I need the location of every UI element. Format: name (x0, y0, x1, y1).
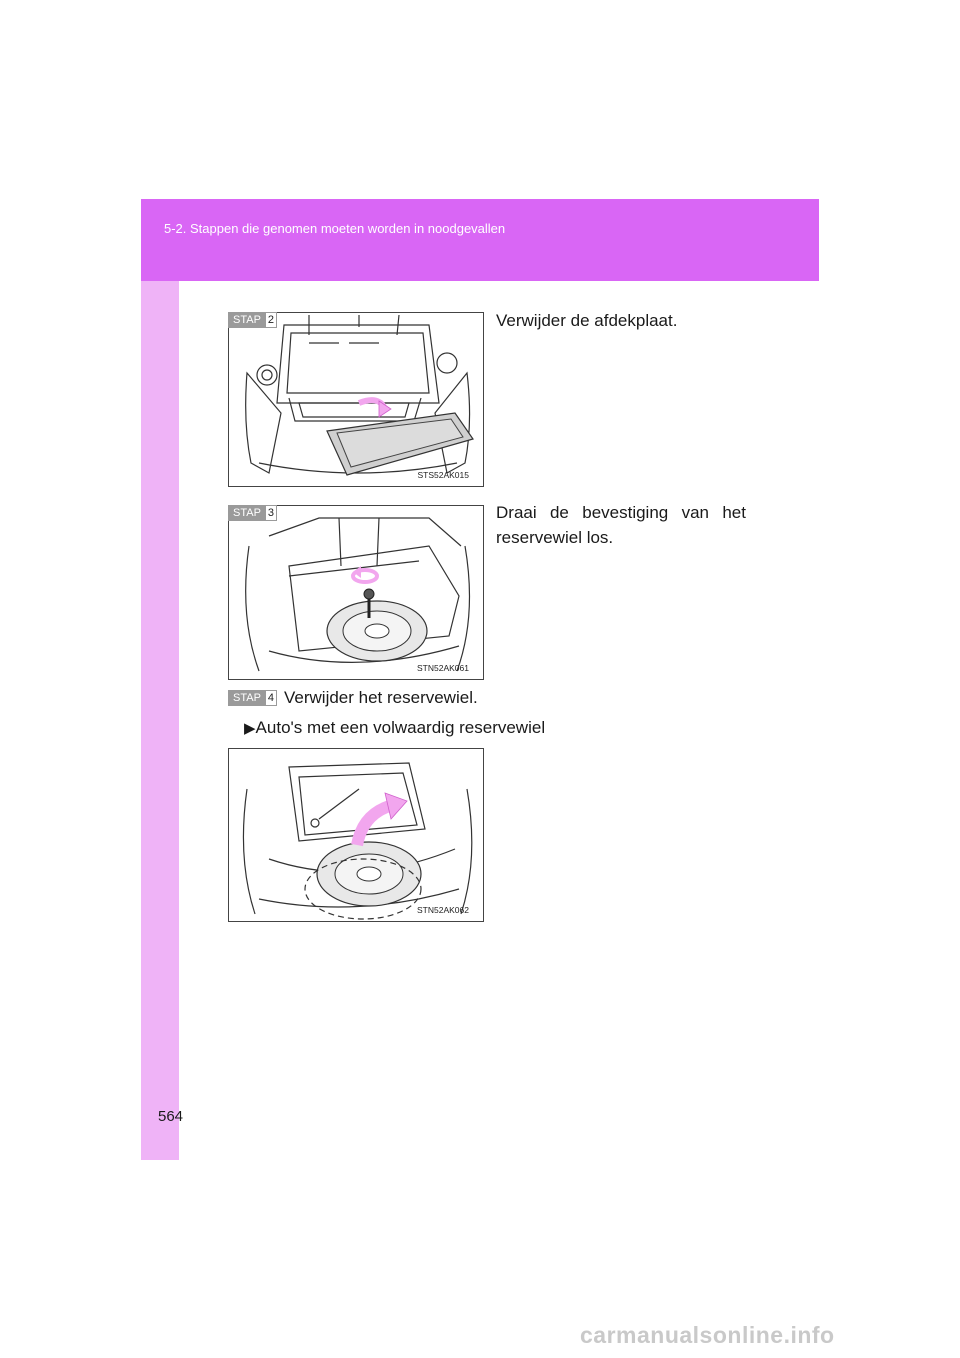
figure-code: STS52AK015 (417, 470, 469, 480)
spare-wheel-fastener-illustration (229, 506, 484, 680)
step-3-text: Draai de bevestiging van het reservewiel los. (496, 503, 746, 547)
step-badge-number: 4 (265, 690, 277, 706)
triangle-bullet-icon: ▶ (244, 720, 256, 737)
section-header (141, 199, 819, 281)
step-badge-label: STAP (228, 312, 265, 328)
step-badge-2 (228, 312, 277, 328)
step-2-text: Verwijder de afdekplaat. (496, 311, 678, 330)
step-badge-label: STAP (228, 505, 265, 521)
step-badge-number: 3 (265, 505, 277, 521)
step-4-sub-item (244, 715, 684, 741)
figure-remove-cover (228, 312, 484, 487)
figure-remove-spare (228, 748, 484, 922)
step-4-text: Verwijder het reservewiel. (284, 688, 478, 707)
section-title: 5-2. Stappen die genomen moeten worden in noodgevallen (164, 221, 506, 236)
side-bar (141, 199, 179, 1160)
step-badge-number: 2 (265, 312, 277, 328)
figure-loosen-fastener (228, 505, 484, 680)
step-badge-4 (228, 690, 277, 706)
figure-code: STN52AK062 (417, 905, 469, 915)
trunk-cover-illustration (229, 313, 484, 487)
step-badge-label: STAP (228, 690, 265, 706)
step-badge-3 (228, 505, 277, 521)
figure-code: STN52AK061 (417, 663, 469, 673)
page-number: 564 (158, 1108, 184, 1125)
sub-item-label: Auto's met een volwaardig reservewiel (255, 718, 546, 737)
remove-spare-wheel-illustration (229, 749, 484, 922)
watermark: carmanualsonline.info (580, 1322, 835, 1348)
